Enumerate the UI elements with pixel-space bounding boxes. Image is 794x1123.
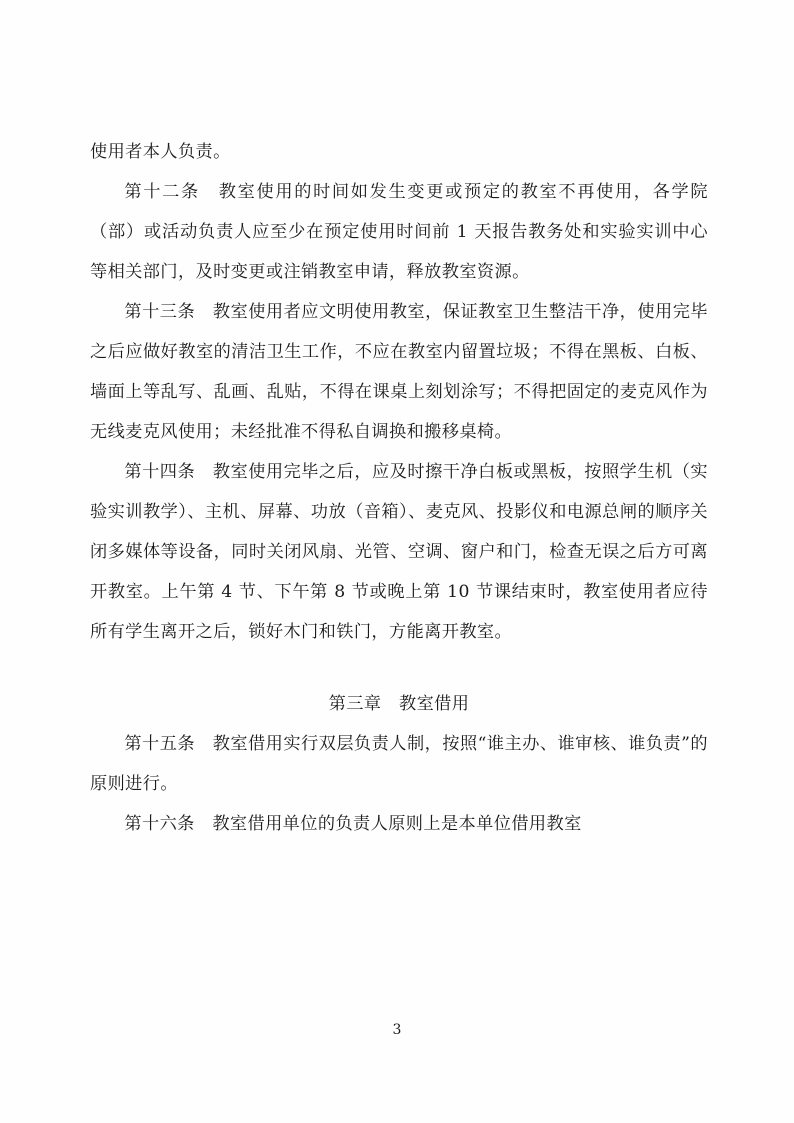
paragraph-article-12: 第十二条 教室使用的时间如发生变更或预定的教室不再使用，各学院（部）或活动负责人应至少在预定使用时间前 1 天报告教务处和实验实训中心等相关部门，及时变更或注销教室申请，释放教室资源。 — [90, 182, 708, 282]
document-body — [90, 132, 708, 844]
paragraph-article-14: 第十四条 教室使用完毕之后，应及时擦干净白板或黑板，按照学生机（实验实训教学）、主机、屏幕、功放（音箱）、麦克风、投影仪和电源总闸的顺序关闭多媒体等设备，同时关闭风扇、光管、空调、窗户和门，检查无误之后方可离开教室。上午第 4 节、下午第 8 节或晚上第 10 节课结束时，教室使用者应待所有学生离开之后，锁好木门和铁门，方能离开教室。 — [90, 462, 708, 642]
chapter-3-heading: 第三章 教室借用 — [328, 694, 470, 714]
paragraph-article-16: 第十六条 教室借用单位的负责人原则上是本单位借用教室 — [124, 814, 582, 834]
paragraph-continuation: 使用者本人负责。 — [90, 142, 231, 162]
section-spacer — [90, 652, 708, 684]
paragraph-article-15: 第十五条 教室借用实行双层负责人制，按照“谁主办、谁审核、谁负责”的原则进行。 — [90, 734, 708, 794]
page-number: 3 — [392, 1022, 402, 1038]
paragraph-article-13: 第十三条 教室使用者应文明使用教室，保证教室卫生整洁干净，使用完毕之后应做好教室的清洁卫生工作，不应在教室内留置垃圾；不得在黑板、白板、墙面上等乱写、乱画、乱贴，不得在课桌上刻划涂写；不得把固定的麦克风作为无线麦克风使用；未经批准不得私自调换和搬移桌椅。 — [90, 302, 708, 442]
